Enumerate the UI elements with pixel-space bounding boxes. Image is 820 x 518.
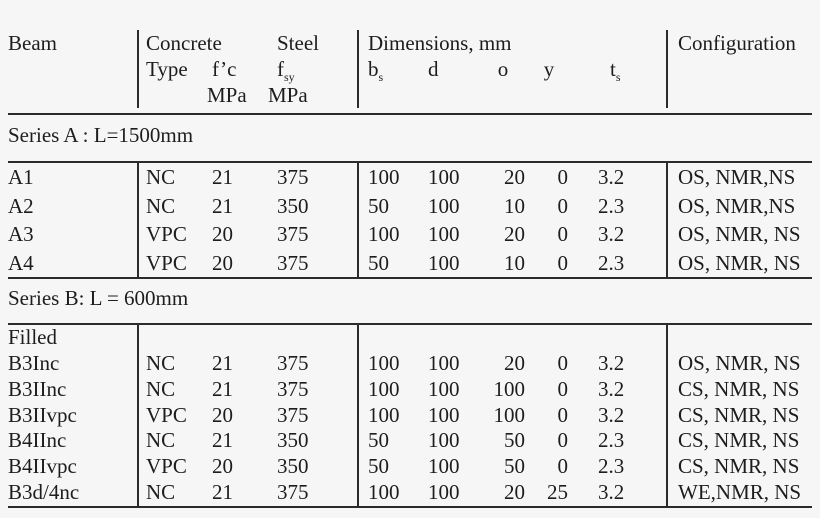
col-header-config-spacer: [666, 56, 812, 82]
cell-configuration: OS, NMR, NS: [666, 220, 812, 249]
cell-fsy-mpa: 375: [277, 480, 309, 505]
cell-fc-mpa: 21: [212, 193, 233, 218]
col-header-bs: [357, 56, 418, 85]
table-header: [8, 30, 812, 108]
table-row: [8, 428, 812, 454]
cell-bs: 100: [357, 403, 418, 429]
cell-concrete-type: VPC: [137, 403, 207, 429]
cell-configuration: CS, NMR, NS: [666, 377, 812, 403]
cell-concrete-type: NC: [137, 377, 207, 403]
cell-y: 0: [557, 428, 568, 453]
cell-fsy-mpa: 375: [277, 402, 309, 427]
cell-configuration: CS, NMR, NS: [666, 428, 812, 454]
cell-beam-id: B3Inc: [8, 350, 60, 375]
cell-fsy-mpa: 350: [277, 193, 309, 218]
cell-bs: 100: [357, 377, 418, 403]
units-config-spacer: [666, 82, 812, 108]
cell-o: 20: [504, 480, 525, 505]
cell-beam-id: B3IInc: [8, 376, 67, 401]
cell-d: 100: [428, 165, 460, 189]
cell-fsy-mpa: 375: [277, 222, 309, 246]
cell-fsy-mpa: 350: [277, 454, 309, 479]
cell-concrete-type: NC: [137, 192, 207, 221]
cell-concrete-type: VPC: [137, 220, 207, 249]
cell-configuration: OS, NMR,NS: [666, 163, 812, 192]
cell-o: [478, 325, 528, 351]
ts-subscript: s: [615, 70, 621, 85]
cell-beam-id: A4: [8, 250, 34, 275]
cell-configuration: OS, NMR, NS: [666, 249, 812, 278]
header-line-units: [8, 82, 812, 108]
cell-bs: [357, 325, 418, 351]
cell-o: 20: [504, 222, 525, 246]
cell-d: 100: [428, 454, 460, 479]
section-label-series-a: Series A : L=1500mm: [8, 123, 194, 147]
table-row: [8, 325, 812, 351]
cell-bs: 50: [357, 192, 418, 221]
cell-concrete-type: NC: [137, 351, 207, 377]
cell-concrete-type: NC: [137, 480, 207, 506]
cell-configuration: OS, NMR, NS: [666, 351, 812, 377]
cell-y: 0: [557, 454, 568, 479]
cell-configuration: OS, NMR,NS: [666, 192, 812, 221]
units-beam-spacer: [8, 82, 137, 108]
cell-y: 0: [557, 350, 568, 375]
horizontal-rule: [8, 506, 812, 508]
cell-fc-mpa: 21: [212, 480, 233, 505]
table-row: [8, 403, 812, 429]
col-header-type: Type: [137, 56, 207, 82]
fsy-subscript: sy: [284, 70, 295, 85]
cell-concrete-type: VPC: [137, 454, 207, 480]
cell-y: 0: [557, 250, 568, 275]
table-row: [8, 192, 812, 221]
cell-ts: 3.2: [598, 222, 625, 246]
cell-fc-mpa: 20: [212, 222, 233, 246]
fsy-unit-label: MPa: [268, 83, 308, 107]
units-type-spacer: [137, 82, 207, 108]
cell-o: 20: [504, 165, 525, 189]
cell-concrete-type: NC: [137, 163, 207, 192]
cell-bs: 100: [357, 220, 418, 249]
cell-fsy-mpa: [257, 325, 357, 351]
cell-bs: 100: [357, 163, 418, 192]
cell-y: [528, 325, 570, 351]
cell-fc-mpa: 20: [212, 250, 233, 275]
cell-d: 100: [428, 193, 460, 218]
cell-concrete-type: VPC: [137, 249, 207, 278]
section-label-series-b: Series B: L = 600mm: [8, 286, 189, 310]
cell-y: 25: [547, 480, 568, 505]
cell-ts: 3.2: [598, 402, 625, 427]
cell-configuration: CS, NMR, NS: [666, 454, 812, 480]
cell-ts: 2.3: [598, 193, 625, 218]
cell-bs: 100: [357, 351, 418, 377]
col-header-o: o: [497, 57, 509, 81]
table-row: [8, 377, 812, 403]
cell-d: 100: [428, 250, 460, 275]
cell-ts: [570, 325, 666, 351]
ts-base: t: [610, 57, 616, 81]
table-row: [8, 163, 812, 192]
cell-fsy-mpa: 375: [277, 376, 309, 401]
cell-bs: 50: [357, 249, 418, 278]
cell-y: 0: [557, 376, 568, 401]
table-row: [8, 249, 812, 278]
cell-o: 50: [504, 428, 525, 453]
fsy-base: f: [277, 57, 284, 81]
col-header-beam: Beam: [8, 31, 57, 55]
cell-fsy-mpa: 350: [277, 428, 309, 453]
cell-ts: 3.2: [598, 165, 625, 189]
fc-unit-label: MPa: [207, 83, 247, 107]
col-header-fsy: [257, 56, 357, 85]
col-header-configuration: Configuration: [666, 30, 812, 56]
cell-o: 100: [493, 402, 525, 427]
cell-fsy-mpa: 375: [277, 350, 309, 375]
col-header-dimensions-group: Dimensions, mm: [357, 30, 666, 56]
table-row: [8, 480, 812, 506]
cell-fc-mpa: 20: [212, 454, 233, 479]
cell-y: 0: [557, 402, 568, 427]
cell-beam-id: A3: [8, 222, 34, 246]
cell-ts: 2.3: [598, 454, 625, 479]
cell-d: 100: [428, 350, 460, 375]
cell-bs: 50: [357, 428, 418, 454]
cell-fc-mpa: [207, 325, 257, 351]
units-dims-spacer: [357, 82, 418, 108]
table-row: [8, 454, 812, 480]
table-row: [8, 220, 812, 249]
cell-fc-mpa: 21: [212, 350, 233, 375]
cell-beam-id: A2: [8, 193, 34, 218]
header-line-groups: [8, 30, 812, 56]
cell-o: 20: [504, 350, 525, 375]
cell-ts: 2.3: [598, 428, 625, 453]
cell-configuration: [666, 325, 812, 351]
cell-beam-id: A1: [8, 165, 34, 189]
cell-o: 100: [493, 376, 525, 401]
col-header-steel-group: Steel: [277, 31, 319, 55]
cell-ts: 3.2: [598, 376, 625, 401]
cell-o: 50: [504, 454, 525, 479]
cell-d: 100: [428, 222, 460, 246]
cell-beam-id: B4IInc: [8, 428, 67, 453]
cell-fsy-mpa: 375: [277, 250, 309, 275]
cell-y: 0: [557, 165, 568, 189]
bs-subscript: s: [378, 70, 384, 85]
col-header-concrete-group: Concrete: [137, 30, 257, 56]
cell-concrete-type: [137, 325, 207, 351]
cell-bs: 50: [357, 454, 418, 480]
series-a-rows: [8, 163, 812, 277]
cell-d: 100: [428, 480, 460, 505]
cell-d: [418, 325, 478, 351]
col-header-y: y: [543, 57, 555, 81]
cell-o: 10: [504, 193, 525, 218]
series-b-rows: [8, 325, 812, 506]
cell-ts: 3.2: [598, 480, 625, 505]
cell-fc-mpa: 21: [212, 165, 233, 189]
cell-fsy-mpa: 375: [277, 165, 309, 189]
cell-beam-id: B3IIvpc: [8, 402, 77, 427]
cell-configuration: WE,NMR, NS: [666, 480, 812, 506]
cell-fc-mpa: 21: [212, 428, 233, 453]
cell-beam-id: B3d/4nc: [8, 480, 80, 505]
cell-bs: 100: [357, 480, 418, 506]
cell-concrete-type: NC: [137, 428, 207, 454]
cell-configuration: CS, NMR, NS: [666, 403, 812, 429]
cell-beam-id: Filled: [8, 325, 58, 349]
cell-y: 0: [557, 222, 568, 246]
cell-o: 10: [504, 250, 525, 275]
col-header-ts: [570, 56, 666, 85]
table-row: [8, 351, 812, 377]
cell-d: 100: [428, 402, 460, 427]
bs-base: b: [368, 57, 379, 81]
cell-ts: 3.2: [598, 350, 625, 375]
cell-ts: 2.3: [598, 250, 625, 275]
cell-fc-mpa: 21: [212, 376, 233, 401]
col-header-fc: f’c: [212, 57, 237, 81]
col-header-beam-spacer: [8, 56, 137, 82]
cell-d: 100: [428, 428, 460, 453]
cell-d: 100: [428, 376, 460, 401]
cell-fc-mpa: 20: [212, 402, 233, 427]
cell-beam-id: B4IIvpc: [8, 454, 77, 479]
header-line-sub: [8, 56, 812, 85]
col-header-d: d: [428, 57, 439, 81]
cell-y: 0: [557, 193, 568, 218]
